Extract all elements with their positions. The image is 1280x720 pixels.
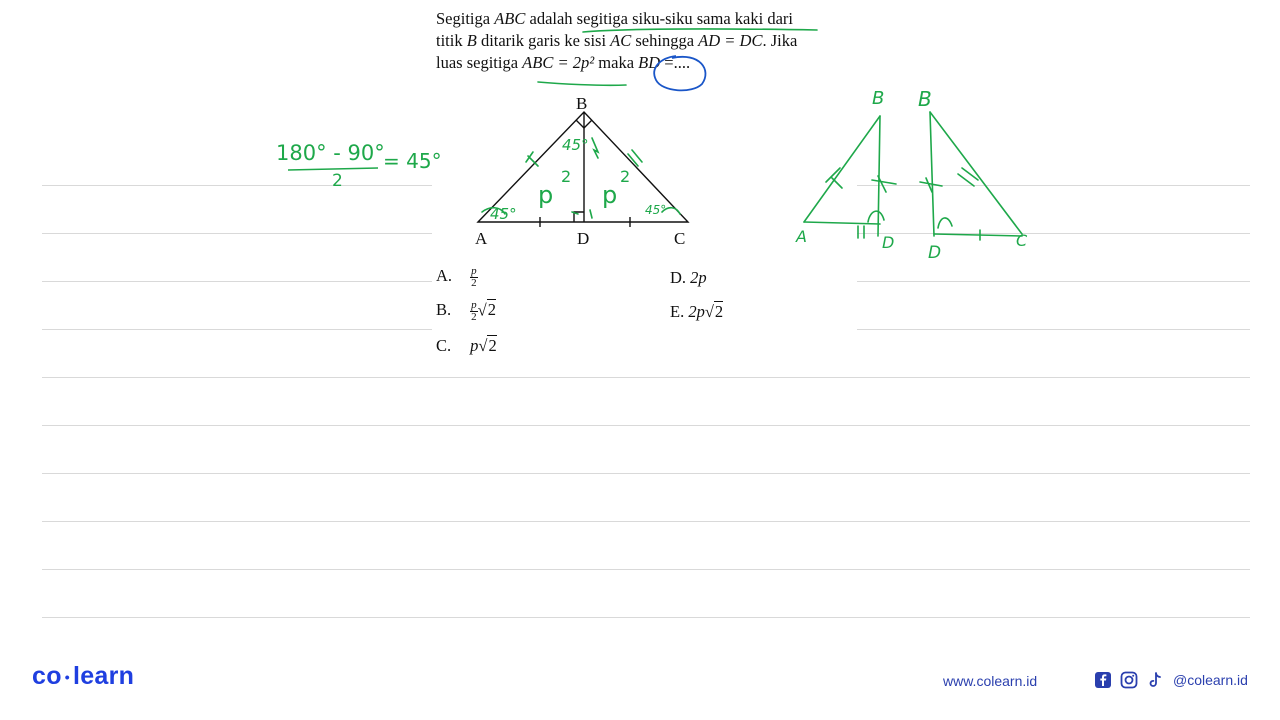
ink-sketch-right-c: C [1016,231,1028,250]
ink-sketch-left-a: A [796,227,807,246]
vertex-label-b: B [576,94,588,113]
social-handle[interactable]: @colearn.id [1173,672,1248,688]
option-e-root-sign: √ [704,302,714,321]
option-c-root: 2 [488,336,497,355]
ink-angle-bottom-left: 45° [490,205,517,223]
option-d-label: D. [670,268,687,287]
option-e-coef: 2p [688,302,705,321]
option-c-label: C. [436,336,452,355]
option-d-value: 2p [690,268,707,287]
social-links [1093,670,1248,690]
ink-calc-denominator: 2 [332,171,343,191]
vertex-label-c: C [674,229,686,248]
logo-dot: • [64,669,70,686]
ink-sketch-left-top: B [872,88,885,109]
question-line-3: luas segitiga ABC = 2p² maka BD =.... [436,53,691,72]
ink-sketch-right-top: B [918,87,932,111]
ink-area-right: p [602,181,618,209]
option-c-root-sign: √ [478,336,488,355]
ink-area-left: p [538,181,554,209]
ink-sketch-left [804,116,896,238]
option-b-label: B. [436,300,452,320]
option-a-fraction: $\frac{p}{2}$ [471,265,477,289]
colearn-logo: co • learn [32,662,135,690]
option-b[interactable] [436,300,496,323]
option-c-coef: p [470,336,479,355]
ink-circle [654,56,705,90]
ink-angle-top-left: 45° [562,136,589,154]
option-b-root-sign: √ [477,300,487,320]
ink-area-left-exp: 2 [561,167,572,186]
tiktok-icon[interactable] [1145,670,1165,690]
option-e-label: E. [670,302,685,321]
question-line-2: titik B ditarik garis ke sisi AC sehingga AD = DC. Jika [436,31,798,50]
ink-sketch-right-d: D [928,243,942,263]
facebook-icon[interactable] [1093,670,1113,690]
option-a-label: A. [436,266,453,286]
option-b-fraction: $\frac{p}{2}$ [471,299,477,323]
ink-sketch-left-d: D [882,233,895,252]
ink-area-right-exp: 2 [620,167,631,186]
ink-angle-bottom-right: 45° [645,203,667,217]
ink-calc-numerator: 180° - 90° [276,141,385,165]
ink-sketch-right [920,112,1022,240]
instagram-icon[interactable] [1119,670,1139,690]
option-e[interactable] [670,302,723,322]
option-c[interactable] [436,336,497,356]
option-a[interactable] [436,266,478,289]
website-link[interactable]: www.colearn.id [943,673,1038,689]
option-b-root: 2 [487,300,496,320]
vertex-label-a: A [475,229,488,248]
ink-calc-result: = 45° [383,149,442,173]
option-e-root: 2 [714,302,724,321]
vertex-label-d: D [577,229,590,248]
option-d[interactable] [670,268,707,288]
question-line-1: Segitiga ABC adalah segitiga siku-siku sama kaki dari [436,9,793,28]
ink-calc-fraction-bar [288,168,378,170]
